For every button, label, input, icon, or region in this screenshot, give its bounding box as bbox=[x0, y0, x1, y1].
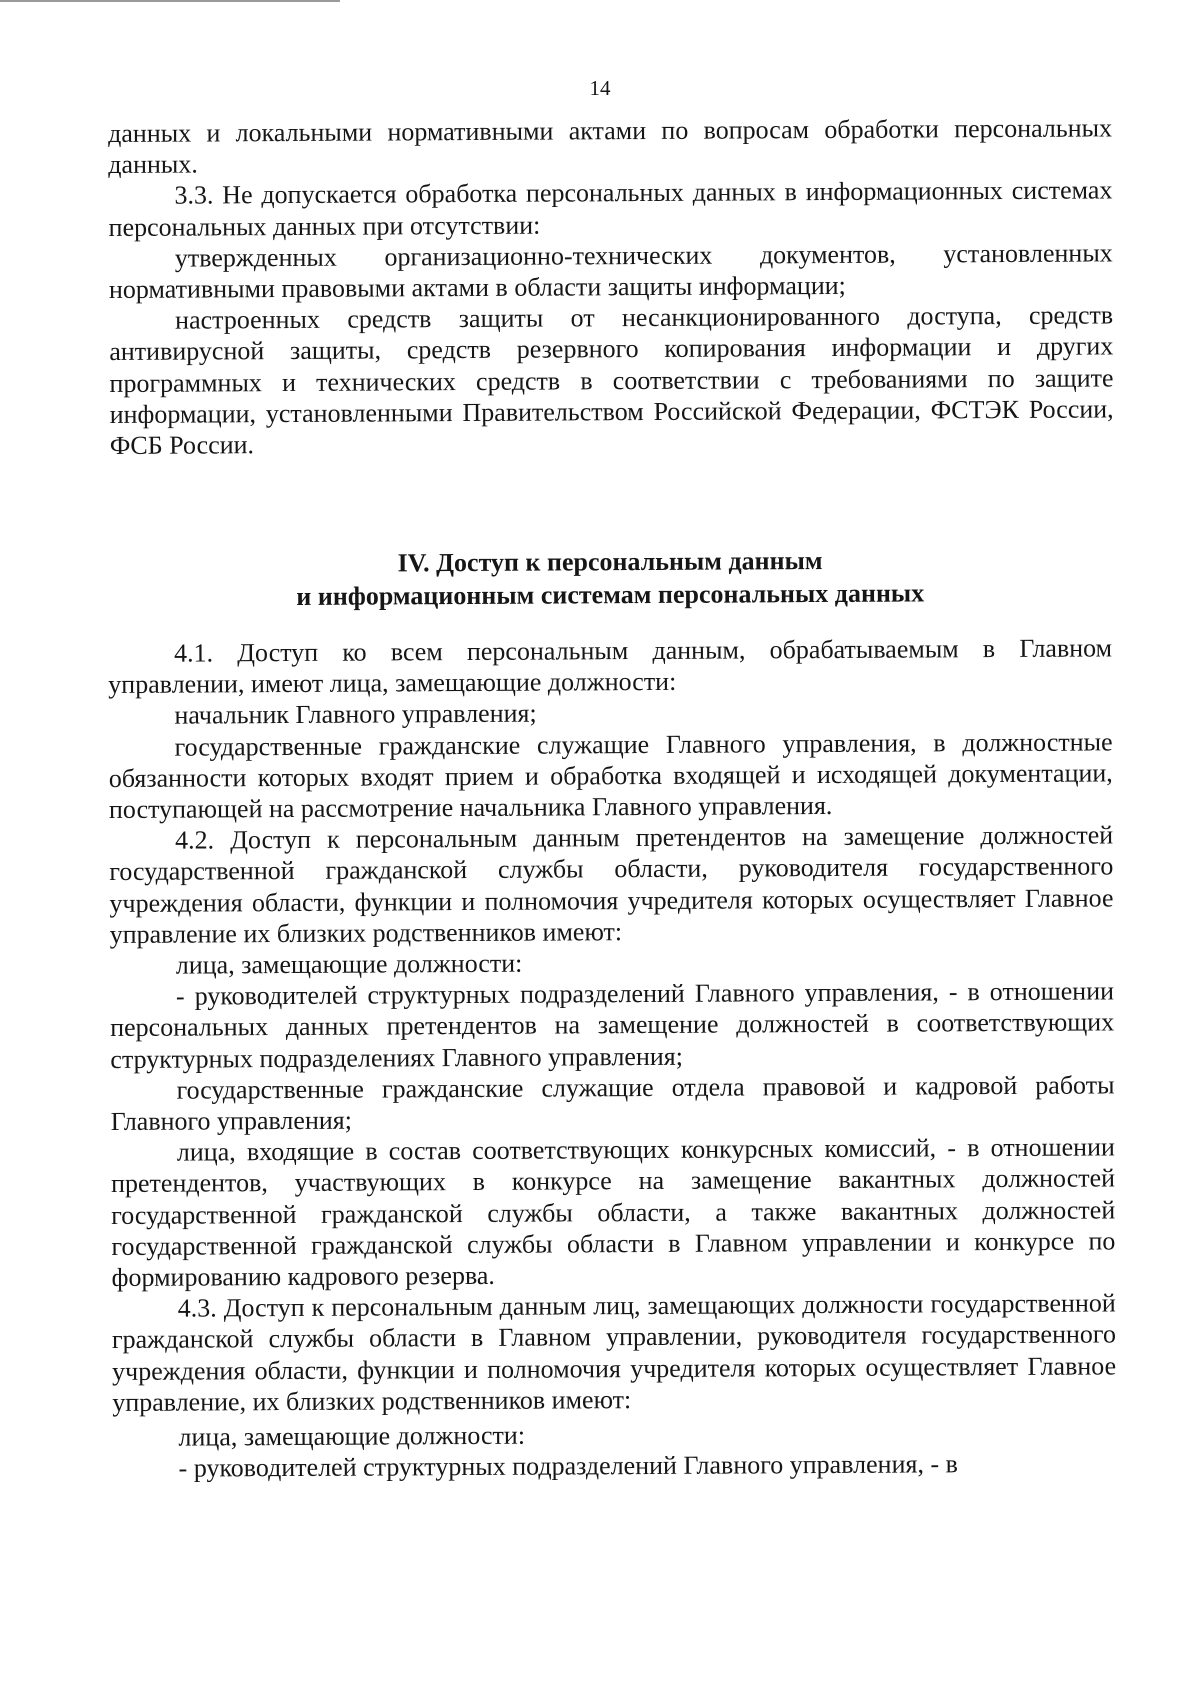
paragraph-4-3: 4.3. Доступ к персональным данным лиц, замещающих должности государственной гражданской службы области в Главном управлении, руководителя государственного учреждения области, функции и полномочия учредителя которых осуществляет Главное управление, их близких родственников имеют: bbox=[111, 1288, 1117, 1417]
paragraph-3-3-item-documents: утвержденных организационно-технических документов, установленных нормативными правовыми актами в области защиты информации; bbox=[108, 238, 1113, 305]
section-4-text bbox=[108, 632, 1117, 1484]
section-heading bbox=[108, 542, 1112, 614]
paragraph-4-3-positions: лица, замещающие должности: bbox=[178, 1420, 526, 1452]
paragraph-3-3: 3.3. Не допускается обработка персональных данных в информационных системах персональных данных при отсутствии: bbox=[108, 175, 1113, 242]
paragraph-4-2-positions: лица, замещающие должности: bbox=[175, 948, 523, 980]
page-number: 14 bbox=[589, 76, 611, 100]
paragraph-4-1: 4.1. Доступ ко всем персональным данным, обрабатываемым в Главном управлении, имеют лица, замещающие должности: bbox=[108, 633, 1113, 700]
paragraph-4-2-item-heads: - руководителей структурных подразделений Главного управления, - в отношении персональных данных претендентов на замещение должностей в соответствующих структурных подразделениях Главного управления; bbox=[110, 976, 1115, 1074]
paragraph-4-3-item-heads: - руководителей структурных подразделений Главного управления, - в bbox=[178, 1449, 958, 1483]
paragraph-4-1-item-head: начальник Главного управления; bbox=[174, 699, 537, 731]
paragraph-4-2: 4.2. Доступ к персональным данным претендентов на замещение должностей государственной гражданской службы области, руководителя государственного учреждения области, функции и полномочия учредителя которых осуществляет Главное управление их близких родственников имеют: bbox=[109, 820, 1114, 949]
section-heading-line-2: и информационным системам персональных данных bbox=[296, 578, 925, 611]
scan-edge-line bbox=[0, 0, 340, 2]
paragraph-4-2-item-commissions: лица, входящие в состав соответствующих конкурсных комиссий, - в отношении претендентов, участвующих в конкурсе на замещение вакантных должностей государственной гражданской службы области, а также вакантных должностей государственной гражданской службы области в Главном управлении и конкурсе по формированию кадрового резерва. bbox=[110, 1132, 1116, 1293]
section-3-text bbox=[108, 112, 1114, 461]
paragraph-continuation: данных и локальными нормативными актами по вопросам обработки персональных данных. bbox=[108, 113, 1113, 180]
section-heading-line-1: IV. Доступ к персональным данным bbox=[397, 546, 823, 578]
paragraph-3-3-item-protection: настроенных средств защиты от несанкционированного доступа, средств антивирусной защиты, средств резервного копирования информации и других программных и технических средств в соответствии с требованиями по защите информации, установленными Правительством Российской Федерации, ФСТЭК России, ФСБ России. bbox=[109, 300, 1114, 461]
paragraph-4-2-item-hr: государственные гражданские служащие отдела правовой и кадровой работы Главного управления; bbox=[110, 1070, 1115, 1137]
paragraph-4-1-item-servants: государственные гражданские служащие Главного управления, в должностные обязанности которых входят прием и обработка входящей и исходящей документации, поступающей на рассмотрение начальника Главного управления. bbox=[108, 727, 1113, 825]
